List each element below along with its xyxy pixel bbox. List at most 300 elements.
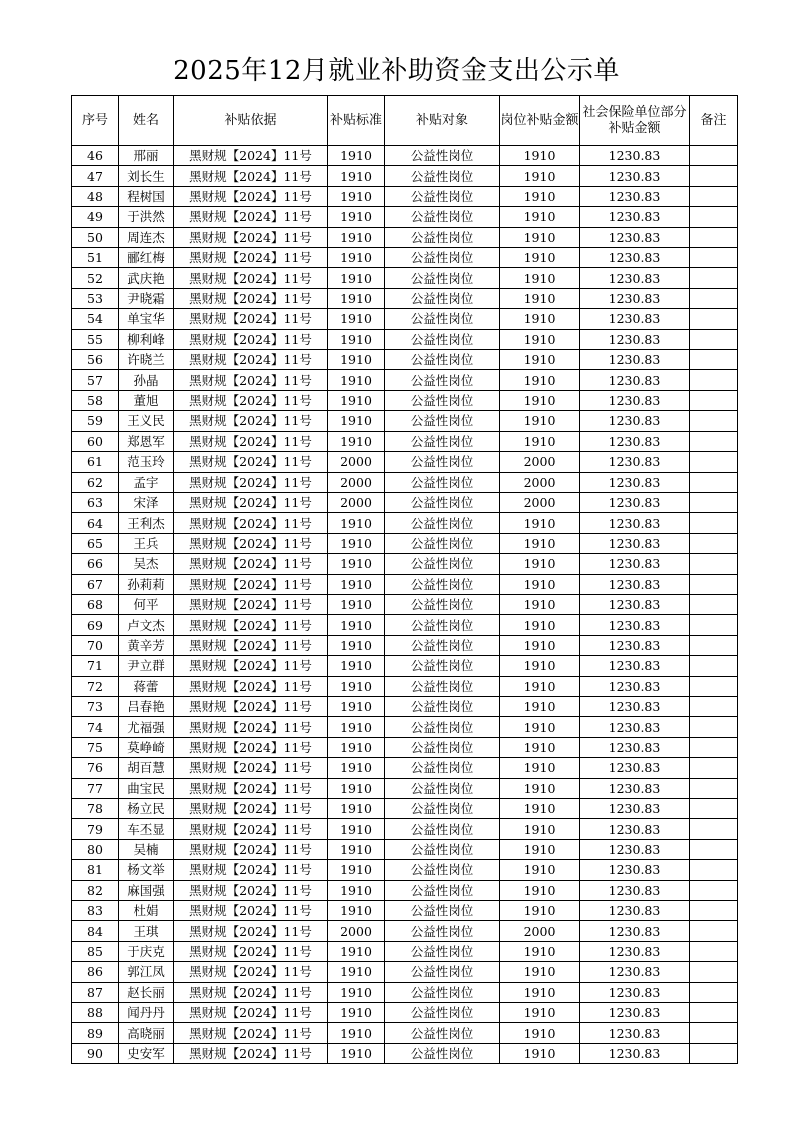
cell-name: 董旭: [119, 390, 174, 410]
cell-no: 82: [72, 880, 119, 900]
cell-basis: 黑财规【2024】11号: [174, 268, 328, 288]
cell-post-amount: 1910: [500, 227, 580, 247]
table-row: [72, 554, 738, 574]
cell-post-amount: 1910: [500, 696, 580, 716]
cell-remark: [690, 309, 738, 329]
cell-remark: [690, 860, 738, 880]
cell-standard: 1910: [328, 431, 385, 451]
cell-insurance: 1230.83: [580, 758, 690, 778]
table-row: [72, 207, 738, 227]
cell-post-amount: 2000: [500, 452, 580, 472]
cell-name: 郦红梅: [119, 248, 174, 268]
cell-remark: [690, 717, 738, 737]
table-body: [72, 146, 738, 1064]
cell-no: 63: [72, 492, 119, 512]
cell-post-amount: 1910: [500, 880, 580, 900]
cell-basis: 黑财规【2024】11号: [174, 554, 328, 574]
cell-no: 78: [72, 799, 119, 819]
cell-name: 吕春艳: [119, 696, 174, 716]
cell-no: 56: [72, 350, 119, 370]
cell-no: 62: [72, 472, 119, 492]
header-target: 补贴对象: [385, 96, 500, 146]
cell-remark: [690, 1003, 738, 1023]
cell-remark: [690, 472, 738, 492]
cell-remark: [690, 921, 738, 941]
cell-remark: [690, 390, 738, 410]
cell-no: 89: [72, 1023, 119, 1043]
cell-basis: 黑财规【2024】11号: [174, 186, 328, 206]
cell-post-amount: 1910: [500, 839, 580, 859]
cell-no: 88: [72, 1003, 119, 1023]
cell-target: 公益性岗位: [385, 594, 500, 614]
cell-no: 54: [72, 309, 119, 329]
cell-insurance: 1230.83: [580, 982, 690, 1002]
cell-name: 杜娟: [119, 901, 174, 921]
table-row: [72, 350, 738, 370]
subsidy-table: [71, 95, 738, 1064]
cell-insurance: 1230.83: [580, 921, 690, 941]
cell-basis: 黑财规【2024】11号: [174, 656, 328, 676]
cell-basis: 黑财规【2024】11号: [174, 248, 328, 268]
cell-standard: 1910: [328, 758, 385, 778]
cell-post-amount: 1910: [500, 431, 580, 451]
cell-post-amount: 1910: [500, 758, 580, 778]
cell-target: 公益性岗位: [385, 492, 500, 512]
cell-standard: 1910: [328, 860, 385, 880]
cell-basis: 黑财规【2024】11号: [174, 533, 328, 553]
cell-basis: 黑财规【2024】11号: [174, 615, 328, 635]
cell-no: 48: [72, 186, 119, 206]
cell-no: 47: [72, 166, 119, 186]
cell-no: 83: [72, 901, 119, 921]
cell-standard: 2000: [328, 452, 385, 472]
cell-remark: [690, 166, 738, 186]
cell-remark: [690, 227, 738, 247]
cell-no: 73: [72, 696, 119, 716]
cell-post-amount: 2000: [500, 472, 580, 492]
cell-basis: 黑财规【2024】11号: [174, 799, 328, 819]
cell-insurance: 1230.83: [580, 819, 690, 839]
cell-post-amount: 1910: [500, 288, 580, 308]
cell-remark: [690, 778, 738, 798]
cell-remark: [690, 554, 738, 574]
cell-standard: 1910: [328, 941, 385, 961]
cell-post-amount: 1910: [500, 901, 580, 921]
cell-remark: [690, 411, 738, 431]
cell-target: 公益性岗位: [385, 880, 500, 900]
table-row: [72, 839, 738, 859]
table-row: [72, 390, 738, 410]
cell-post-amount: 1910: [500, 635, 580, 655]
cell-target: 公益性岗位: [385, 350, 500, 370]
cell-remark: [690, 370, 738, 390]
cell-remark: [690, 146, 738, 166]
cell-insurance: 1230.83: [580, 431, 690, 451]
table-row: [72, 288, 738, 308]
cell-basis: 黑财规【2024】11号: [174, 1023, 328, 1043]
header-insurance-line1: 社会保险单位部分: [582, 104, 687, 120]
cell-target: 公益性岗位: [385, 1023, 500, 1043]
cell-insurance: 1230.83: [580, 207, 690, 227]
cell-basis: 黑财规【2024】11号: [174, 452, 328, 472]
cell-standard: 1910: [328, 166, 385, 186]
cell-target: 公益性岗位: [385, 146, 500, 166]
cell-post-amount: 1910: [500, 656, 580, 676]
header-insurance: [580, 96, 690, 146]
cell-standard: 1910: [328, 574, 385, 594]
cell-no: 84: [72, 921, 119, 941]
cell-basis: 黑财规【2024】11号: [174, 513, 328, 533]
cell-basis: 黑财规【2024】11号: [174, 982, 328, 1002]
page-title: 2025年12月就业补助资金支出公示单: [173, 56, 620, 86]
cell-target: 公益性岗位: [385, 1043, 500, 1063]
cell-post-amount: 1910: [500, 370, 580, 390]
table-row: [72, 411, 738, 431]
header-row: [72, 96, 738, 146]
cell-remark: [690, 513, 738, 533]
cell-target: 公益性岗位: [385, 982, 500, 1002]
cell-basis: 黑财规【2024】11号: [174, 941, 328, 961]
cell-basis: 黑财规【2024】11号: [174, 921, 328, 941]
cell-no: 76: [72, 758, 119, 778]
table-row: [72, 962, 738, 982]
table-row: [72, 227, 738, 247]
cell-standard: 1910: [328, 533, 385, 553]
cell-insurance: 1230.83: [580, 390, 690, 410]
cell-insurance: 1230.83: [580, 696, 690, 716]
cell-post-amount: 1910: [500, 533, 580, 553]
header-standard: 补贴标准: [328, 96, 385, 146]
table-row: [72, 860, 738, 880]
cell-basis: 黑财规【2024】11号: [174, 146, 328, 166]
cell-post-amount: 1910: [500, 717, 580, 737]
cell-post-amount: 1910: [500, 186, 580, 206]
cell-post-amount: 1910: [500, 819, 580, 839]
cell-insurance: 1230.83: [580, 839, 690, 859]
cell-remark: [690, 656, 738, 676]
cell-remark: [690, 350, 738, 370]
cell-remark: [690, 880, 738, 900]
cell-target: 公益性岗位: [385, 901, 500, 921]
cell-standard: 1910: [328, 411, 385, 431]
cell-target: 公益性岗位: [385, 656, 500, 676]
cell-name: 卢文杰: [119, 615, 174, 635]
cell-standard: 1910: [328, 696, 385, 716]
cell-basis: 黑财规【2024】11号: [174, 880, 328, 900]
cell-target: 公益性岗位: [385, 227, 500, 247]
cell-name: 闻丹丹: [119, 1003, 174, 1023]
cell-post-amount: 2000: [500, 492, 580, 512]
cell-name: 麻国强: [119, 880, 174, 900]
cell-no: 80: [72, 839, 119, 859]
cell-insurance: 1230.83: [580, 737, 690, 757]
cell-name: 郑恩军: [119, 431, 174, 451]
cell-remark: [690, 288, 738, 308]
cell-remark: [690, 248, 738, 268]
cell-insurance: 1230.83: [580, 288, 690, 308]
cell-basis: 黑财规【2024】11号: [174, 390, 328, 410]
cell-name: 吴杰: [119, 554, 174, 574]
cell-name: 胡百慧: [119, 758, 174, 778]
cell-name: 黄辛芳: [119, 635, 174, 655]
cell-no: 87: [72, 982, 119, 1002]
cell-standard: 1910: [328, 268, 385, 288]
cell-no: 74: [72, 717, 119, 737]
cell-name: 许晓兰: [119, 350, 174, 370]
cell-name: 王琪: [119, 921, 174, 941]
cell-no: 66: [72, 554, 119, 574]
cell-name: 刘长生: [119, 166, 174, 186]
cell-basis: 黑财规【2024】11号: [174, 839, 328, 859]
cell-no: 77: [72, 778, 119, 798]
cell-target: 公益性岗位: [385, 390, 500, 410]
table-row: [72, 635, 738, 655]
cell-no: 67: [72, 574, 119, 594]
cell-target: 公益性岗位: [385, 452, 500, 472]
table-row: [72, 1023, 738, 1043]
cell-standard: 1910: [328, 288, 385, 308]
table-row: [72, 166, 738, 186]
cell-name: 孙莉莉: [119, 574, 174, 594]
cell-standard: 1910: [328, 554, 385, 574]
cell-insurance: 1230.83: [580, 350, 690, 370]
cell-insurance: 1230.83: [580, 676, 690, 696]
cell-remark: [690, 676, 738, 696]
cell-target: 公益性岗位: [385, 696, 500, 716]
cell-remark: [690, 635, 738, 655]
cell-standard: 1910: [328, 1023, 385, 1043]
cell-basis: 黑财规【2024】11号: [174, 860, 328, 880]
cell-remark: [690, 696, 738, 716]
cell-no: 57: [72, 370, 119, 390]
cell-name: 莫峥崎: [119, 737, 174, 757]
table-row: [72, 676, 738, 696]
cell-standard: 2000: [328, 921, 385, 941]
cell-insurance: 1230.83: [580, 1043, 690, 1063]
cell-post-amount: 1910: [500, 1003, 580, 1023]
cell-target: 公益性岗位: [385, 472, 500, 492]
table-row: [72, 1043, 738, 1063]
table-row: [72, 594, 738, 614]
cell-insurance: 1230.83: [580, 166, 690, 186]
cell-basis: 黑财规【2024】11号: [174, 737, 328, 757]
header-name: 姓名: [119, 96, 174, 146]
cell-standard: 1910: [328, 778, 385, 798]
header-post-amount: 岗位补贴金额: [500, 96, 580, 146]
cell-standard: 1910: [328, 329, 385, 349]
table-row: [72, 472, 738, 492]
cell-no: 51: [72, 248, 119, 268]
cell-target: 公益性岗位: [385, 431, 500, 451]
cell-no: 65: [72, 533, 119, 553]
cell-remark: [690, 594, 738, 614]
table-row: [72, 492, 738, 512]
cell-post-amount: 1910: [500, 941, 580, 961]
cell-standard: 2000: [328, 472, 385, 492]
cell-target: 公益性岗位: [385, 676, 500, 696]
cell-post-amount: 1910: [500, 1023, 580, 1043]
table-row: [72, 248, 738, 268]
cell-post-amount: 1910: [500, 615, 580, 635]
cell-insurance: 1230.83: [580, 146, 690, 166]
cell-no: 75: [72, 737, 119, 757]
cell-post-amount: 1910: [500, 268, 580, 288]
cell-basis: 黑财规【2024】11号: [174, 227, 328, 247]
cell-remark: [690, 492, 738, 512]
cell-standard: 1910: [328, 615, 385, 635]
table-row: [72, 533, 738, 553]
cell-post-amount: 1910: [500, 799, 580, 819]
cell-no: 60: [72, 431, 119, 451]
cell-remark: [690, 615, 738, 635]
cell-standard: 1910: [328, 717, 385, 737]
cell-insurance: 1230.83: [580, 615, 690, 635]
cell-remark: [690, 901, 738, 921]
cell-target: 公益性岗位: [385, 941, 500, 961]
cell-no: 58: [72, 390, 119, 410]
cell-post-amount: 1910: [500, 574, 580, 594]
cell-post-amount: 1910: [500, 513, 580, 533]
cell-target: 公益性岗位: [385, 717, 500, 737]
cell-no: 64: [72, 513, 119, 533]
cell-insurance: 1230.83: [580, 594, 690, 614]
cell-target: 公益性岗位: [385, 860, 500, 880]
cell-no: 71: [72, 656, 119, 676]
cell-post-amount: 1910: [500, 860, 580, 880]
cell-insurance: 1230.83: [580, 941, 690, 961]
cell-target: 公益性岗位: [385, 248, 500, 268]
table-row: [72, 880, 738, 900]
cell-name: 尹立群: [119, 656, 174, 676]
cell-remark: [690, 819, 738, 839]
cell-target: 公益性岗位: [385, 309, 500, 329]
cell-remark: [690, 941, 738, 961]
cell-basis: 黑财规【2024】11号: [174, 411, 328, 431]
cell-target: 公益性岗位: [385, 329, 500, 349]
cell-insurance: 1230.83: [580, 880, 690, 900]
cell-name: 尤福强: [119, 717, 174, 737]
table-row: [72, 737, 738, 757]
cell-target: 公益性岗位: [385, 921, 500, 941]
cell-standard: 1910: [328, 635, 385, 655]
cell-remark: [690, 268, 738, 288]
cell-basis: 黑财规【2024】11号: [174, 370, 328, 390]
cell-no: 68: [72, 594, 119, 614]
cell-no: 69: [72, 615, 119, 635]
cell-post-amount: 1910: [500, 737, 580, 757]
cell-remark: [690, 799, 738, 819]
header-basis: 补贴依据: [174, 96, 328, 146]
cell-name: 单宝华: [119, 309, 174, 329]
cell-target: 公益性岗位: [385, 370, 500, 390]
cell-standard: 2000: [328, 492, 385, 512]
cell-target: 公益性岗位: [385, 268, 500, 288]
cell-target: 公益性岗位: [385, 615, 500, 635]
cell-standard: 1910: [328, 594, 385, 614]
cell-post-amount: 1910: [500, 1043, 580, 1063]
cell-no: 49: [72, 207, 119, 227]
cell-standard: 1910: [328, 146, 385, 166]
cell-target: 公益性岗位: [385, 799, 500, 819]
cell-target: 公益性岗位: [385, 839, 500, 859]
cell-target: 公益性岗位: [385, 635, 500, 655]
cell-insurance: 1230.83: [580, 656, 690, 676]
cell-basis: 黑财规【2024】11号: [174, 819, 328, 839]
cell-remark: [690, 533, 738, 553]
cell-no: 50: [72, 227, 119, 247]
cell-basis: 黑财规【2024】11号: [174, 594, 328, 614]
cell-standard: 1910: [328, 819, 385, 839]
cell-basis: 黑财规【2024】11号: [174, 676, 328, 696]
cell-name: 王利杰: [119, 513, 174, 533]
cell-no: 53: [72, 288, 119, 308]
cell-name: 王兵: [119, 533, 174, 553]
cell-name: 于庆克: [119, 941, 174, 961]
cell-insurance: 1230.83: [580, 309, 690, 329]
cell-name: 高晓丽: [119, 1023, 174, 1043]
cell-name: 杨文举: [119, 860, 174, 880]
cell-name: 郭江凤: [119, 962, 174, 982]
cell-no: 72: [72, 676, 119, 696]
cell-remark: [690, 758, 738, 778]
cell-post-amount: 1910: [500, 350, 580, 370]
cell-post-amount: 1910: [500, 962, 580, 982]
table-row: [72, 717, 738, 737]
cell-standard: 1910: [328, 207, 385, 227]
table-row: [72, 452, 738, 472]
cell-target: 公益性岗位: [385, 962, 500, 982]
cell-no: 86: [72, 962, 119, 982]
table-row: [72, 941, 738, 961]
cell-no: 79: [72, 819, 119, 839]
cell-no: 61: [72, 452, 119, 472]
cell-basis: 黑财规【2024】11号: [174, 717, 328, 737]
cell-name: 范玉玲: [119, 452, 174, 472]
cell-basis: 黑财规【2024】11号: [174, 1003, 328, 1023]
cell-insurance: 1230.83: [580, 1023, 690, 1043]
cell-standard: 1910: [328, 656, 385, 676]
cell-no: 46: [72, 146, 119, 166]
cell-post-amount: 1910: [500, 146, 580, 166]
cell-basis: 黑财规【2024】11号: [174, 472, 328, 492]
cell-basis: 黑财规【2024】11号: [174, 309, 328, 329]
cell-target: 公益性岗位: [385, 778, 500, 798]
cell-post-amount: 1910: [500, 207, 580, 227]
cell-insurance: 1230.83: [580, 186, 690, 206]
cell-post-amount: 1910: [500, 982, 580, 1002]
table-row: [72, 186, 738, 206]
cell-standard: 1910: [328, 1043, 385, 1063]
cell-insurance: 1230.83: [580, 635, 690, 655]
cell-target: 公益性岗位: [385, 1003, 500, 1023]
cell-remark: [690, 452, 738, 472]
cell-insurance: 1230.83: [580, 717, 690, 737]
table-row: [72, 513, 738, 533]
cell-post-amount: 1910: [500, 329, 580, 349]
table-row: [72, 370, 738, 390]
cell-post-amount: 1910: [500, 390, 580, 410]
cell-target: 公益性岗位: [385, 513, 500, 533]
cell-no: 55: [72, 329, 119, 349]
cell-name: 何平: [119, 594, 174, 614]
cell-target: 公益性岗位: [385, 737, 500, 757]
cell-name: 蒋蕾: [119, 676, 174, 696]
cell-basis: 黑财规【2024】11号: [174, 962, 328, 982]
cell-insurance: 1230.83: [580, 492, 690, 512]
cell-insurance: 1230.83: [580, 1003, 690, 1023]
cell-post-amount: 2000: [500, 921, 580, 941]
cell-standard: 1910: [328, 309, 385, 329]
